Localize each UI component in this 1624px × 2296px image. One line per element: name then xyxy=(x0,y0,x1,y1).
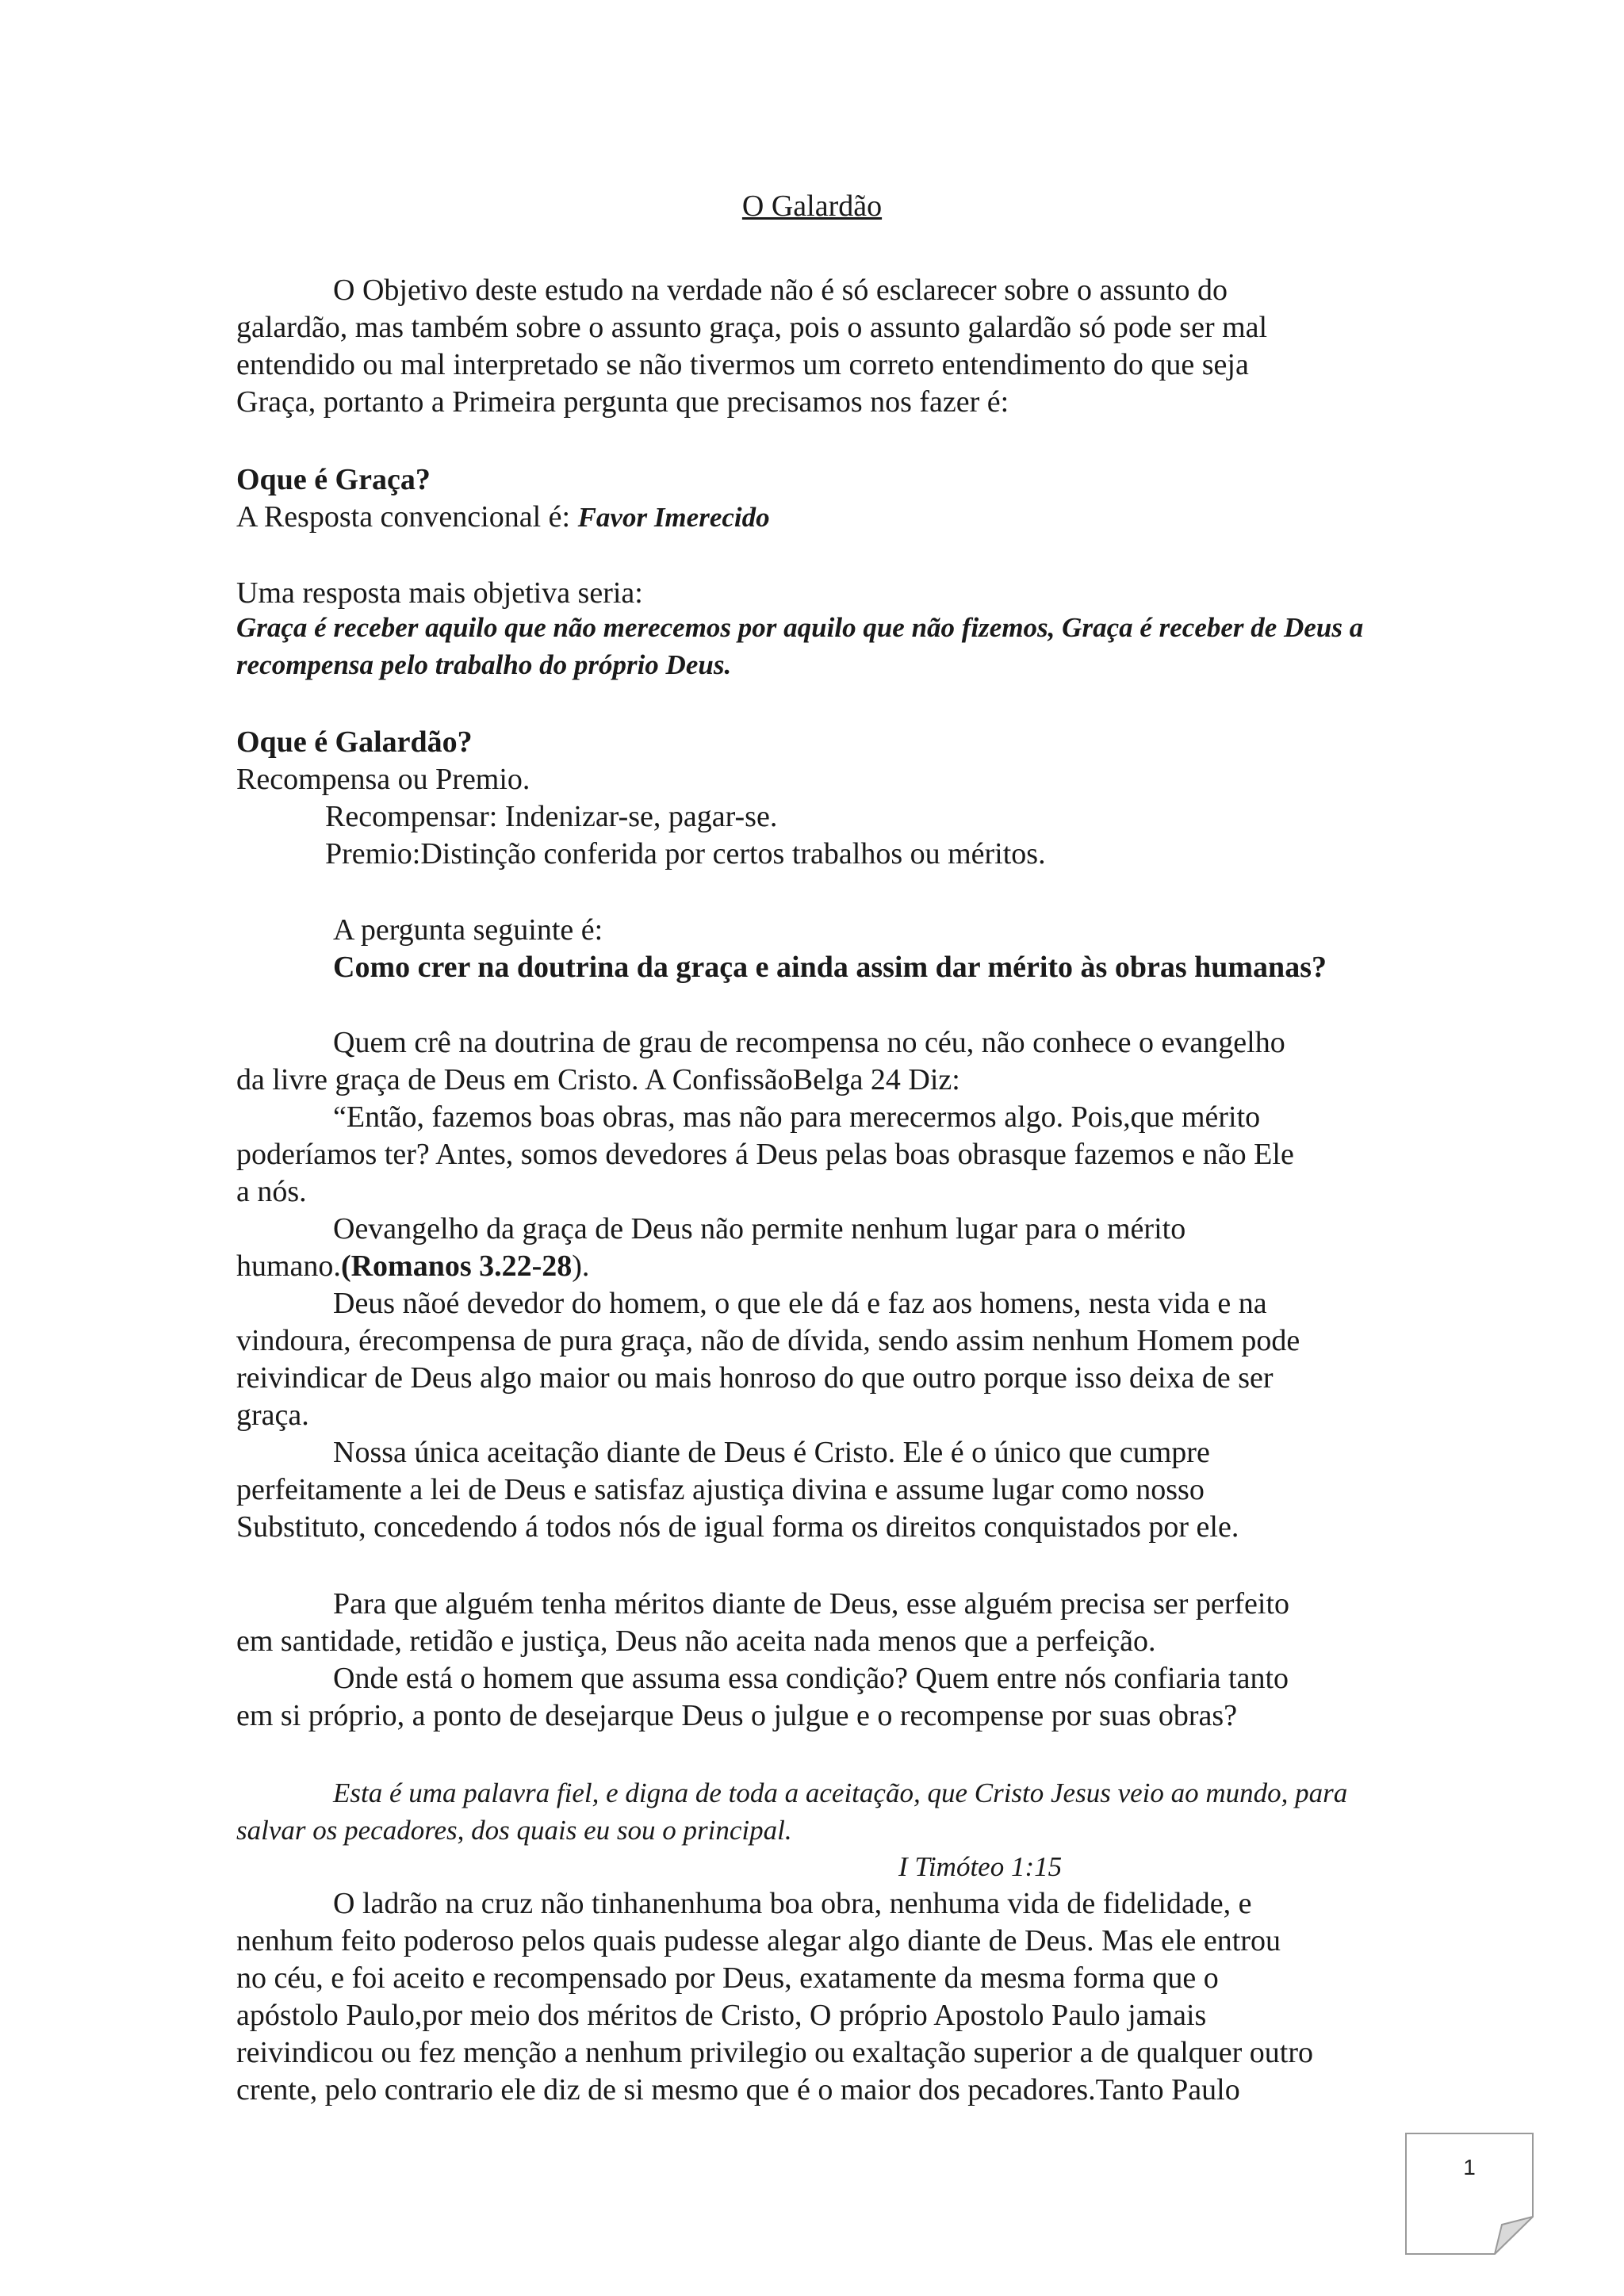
body-line: crente, pelo contrario ele diz de si mesmo que é o maior dos pecadores.Tanto Paulo xyxy=(236,2073,1240,2107)
objective-answer-line: Graça é receber aquilo que não merecemos por aquilo que não fizemos, Graça é receber de Deus a xyxy=(236,612,1364,643)
quote-reference: I Timóteo 1:15 xyxy=(898,1851,1063,1882)
intro-line: O Objetivo deste estudo na verdade não é só esclarecer sobre o assunto do xyxy=(333,274,1228,307)
page-number-box xyxy=(1405,2133,1534,2255)
body-line: graça. xyxy=(236,1399,309,1432)
body-line: no céu, e foi aceito e recompensado por Deus, exatamente da mesma forma que o xyxy=(236,1961,1219,1995)
body-line: em si próprio, a ponto de desejarque Deus o julgue e o recompense por suas obras? xyxy=(236,1699,1238,1732)
body-line: reivindicou ou fez menção a nenhum privilegio ou exaltação superior a de qualquer outro xyxy=(236,2036,1313,2069)
body-line: Onde está o homem que assuma essa condição? Quem entre nós confiaria tanto xyxy=(333,1662,1289,1695)
next-question-label: A pergunta seguinte é: xyxy=(333,913,603,947)
body-line: Quem crê na doutrina de grau de recompensa no céu, não conhece o evangelho xyxy=(333,1026,1285,1059)
body-line: “Então, fazemos boas obras, mas não para merecermos algo. Pois,que mérito xyxy=(333,1100,1261,1134)
body-line: Oevangelho da graça de Deus não permite nenhum lugar para o mérito xyxy=(333,1212,1186,1246)
conventional-answer-line xyxy=(236,499,770,536)
body-line: reivindicar de Deus algo maior ou mais honroso do que outro porque isso deixa de ser xyxy=(236,1361,1274,1395)
next-question: Como crer na doutrina da graça e ainda assim dar mérito às obras humanas? xyxy=(333,951,1327,984)
body-line: Deus nãoé devedor do homem, o que ele dá e faz aos homens, nesta vida e na xyxy=(333,1287,1267,1320)
body-line: O ladrão na cruz não tinhanenhuma boa obra, nenhuma vida de fidelidade, e xyxy=(333,1887,1252,1920)
body-line: perfeitamente a lei de Deus e satisfaz ajustiça divina e assume lugar como nosso xyxy=(236,1473,1205,1506)
folded-page-icon xyxy=(1405,2133,1534,2255)
body-line: Substituto, concedendo á todos nós de igual forma os direitos conquistados por ele. xyxy=(236,1510,1239,1544)
body-line-reference xyxy=(236,1248,589,1285)
conventional-label: A Resposta convencional é: xyxy=(236,500,578,534)
definition-recompensar: Recompensar: Indenizar-se, pagar-se. xyxy=(325,800,778,833)
definition-main: Recompensa ou Premio. xyxy=(236,763,530,796)
body-line: Para que alguém tenha méritos diante de Deus, esse alguém precisa ser perfeito xyxy=(333,1587,1290,1621)
quote-line: Esta é uma palavra fiel, e digna de toda a aceitação, que Cristo Jesus veio ao mundo, para xyxy=(333,1777,1348,1808)
page-title: O Galardão xyxy=(741,189,883,223)
intro-line: Graça, portanto a Primeira pergunta que precisamos nos fazer é: xyxy=(236,385,1009,419)
intro-line: entendido ou mal interpretado se não tivermos um correto entendimento do que seja xyxy=(236,348,1249,381)
quote-line: salvar os pecadores, dos quais eu sou o principal. xyxy=(236,1815,792,1846)
objective-label: Uma resposta mais objetiva seria: xyxy=(236,576,643,610)
definition-premio: Premio:Distinção conferida por certos trabalhos ou méritos. xyxy=(325,837,1046,871)
bible-reference: (Romanos 3.22-28 xyxy=(340,1249,573,1283)
body-line: apóstolo Paulo,por meio dos méritos de Cristo, O próprio Apostolo Paulo jamais xyxy=(236,1999,1207,2032)
body-line: Nossa única aceitação diante de Deus é Cristo. Ele é o único que cumpre xyxy=(333,1436,1210,1469)
body-line: da livre graça de Deus em Cristo. A ConfissãoBelga 24 Diz: xyxy=(236,1063,960,1096)
conventional-answer: Favor Imerecido xyxy=(577,502,770,533)
body-line: poderíamos ter? Antes, somos devedores á Deus pelas boas obrasque fazemos e não Ele xyxy=(236,1138,1294,1171)
body-line: vindoura, érecompensa de pura graça, não de dívida, sendo assim nenhum Homem pode xyxy=(236,1324,1300,1357)
question-galardao: Oque é Galardão? xyxy=(236,725,473,759)
body-text: humano. xyxy=(236,1249,341,1283)
body-line: a nós. xyxy=(236,1175,307,1208)
body-text: ). xyxy=(572,1249,590,1283)
objective-answer-line: recompensa pelo trabalho do próprio Deus. xyxy=(236,649,732,680)
question-grace: Oque é Graça? xyxy=(236,463,431,496)
intro-line: galardão, mas também sobre o assunto graça, pois o assunto galardão só pode ser mal xyxy=(236,311,1268,344)
body-line: em santidade, retidão e justiça, Deus não aceita nada menos que a perfeição. xyxy=(236,1624,1156,1658)
body-line: nenhum feito poderoso pelos quais pudesse alegar algo diante de Deus. Mas ele entrou xyxy=(236,1924,1281,1957)
page-number: 1 xyxy=(1463,2155,1476,2179)
